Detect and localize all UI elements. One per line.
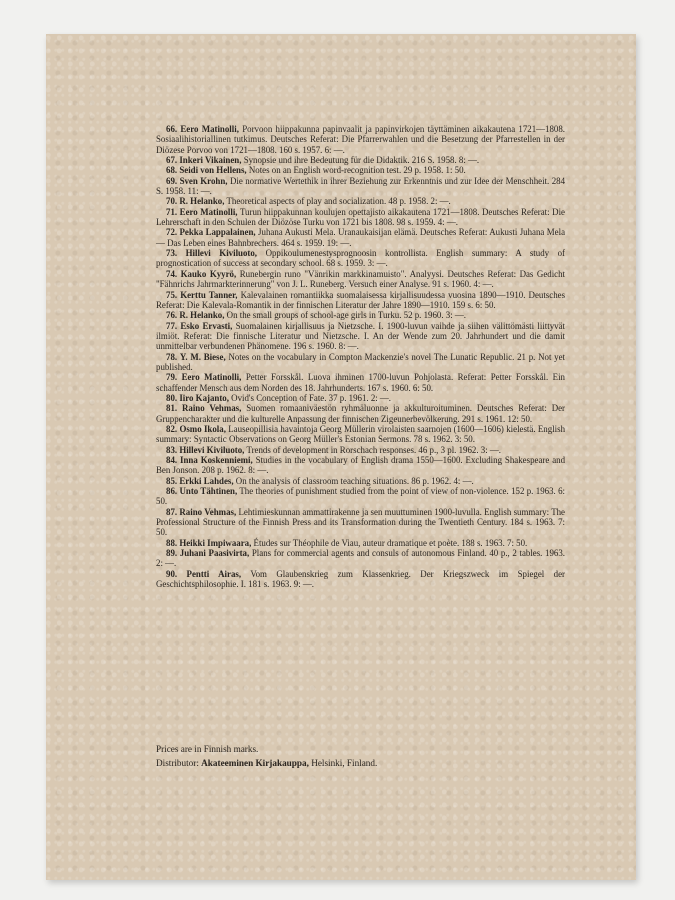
list-item — [156, 393, 565, 403]
list-item — [156, 176, 565, 197]
entry-text: Plans for commercial agents and consuls of autonomous Finland. 40 p., 2 tables. 1963. 2: —. — [156, 548, 566, 569]
list-item — [156, 124, 565, 155]
list-item — [156, 155, 565, 165]
distributor-label: Distributor: — [156, 758, 199, 768]
entry-text: Studies in the vocabulary of English drama 1550—1600. Excluding Shakespeare and Ben Jonson. 208 p. 1962. 8: —. — [156, 455, 566, 476]
entry-number: 88. — [166, 537, 178, 548]
entry-text: Petter Forsskål. Luova ihminen 1700-luvun Pohjolasta. Referat: Petter Forsskål. Ein schaffender Mensch aus dem Norden des 18. Jahrhunderts. 167 s. 1960. 6: 50. — [156, 372, 565, 393]
entry-text: Lehtimieskunnan ammattirakenne ja sen muuttuminen 1900-luvulla. English summary: The Professional Structure of the Finnish Press and its Transformation during the Twentieth Century. 184 s. 1963. 7: 50. — [156, 506, 566, 538]
entry-text: Suomen romaaniväestön ryhmäluonne ja akkulturoituminen. Deutsches Referat: Der Gruppencharakter und die kulturelle Anpassung der finnischen Zigeunerbevölkerung. 291 s. 1961. 12: 50. — [156, 403, 565, 424]
list-item — [156, 486, 565, 507]
list-item — [156, 165, 565, 175]
list-item — [156, 352, 565, 373]
list-item — [156, 196, 565, 206]
entry-author: R. Helanko, — [179, 196, 225, 207]
entry-author: Eero Matinolli, — [179, 206, 238, 217]
entry-author: R. Helanko, — [179, 310, 225, 321]
entry-text: Lauseopillisia havaintoja Georg Müllerin virolaisten saarnojen (1600—1606) kielestä. English summary: Syntactic Observations on Georg Müller's Estonian Sermons. 78 s. 1962. 3: 50. — [156, 423, 566, 445]
list-item — [156, 372, 565, 393]
entry-number: 90. — [166, 568, 178, 579]
entry-text: Notes on an English word-recognition test. 29 p. 1958. 1: 50. — [248, 165, 466, 176]
list-item — [156, 538, 565, 548]
entry-text: Juhana Aukusti Mela. Uranaukaisijan elämä. Deutsches Referat: Aukusti Juhana Mela — Das Leben eines Bahnbrechers. 464 s. 1959. 19: —. — [156, 227, 566, 248]
entry-number: 70. — [166, 196, 178, 207]
list-item — [156, 321, 565, 352]
entry-author: Pekka Lappalainen, — [179, 227, 256, 238]
list-item — [156, 269, 565, 290]
entry-text: Études sur Théophile de Viau, auteur dramatique et poète. 188 s. 1963. 7: 50. — [253, 537, 528, 548]
list-item — [156, 310, 565, 320]
entry-text: Theoretical aspects of play and socialization. 48 p. 1958. 2: —. — [226, 196, 451, 207]
entry-number: 81. — [166, 403, 178, 414]
list-item — [156, 248, 565, 269]
entry-number: 79. — [166, 372, 178, 383]
entry-author: Hillevi Kiviluoto, — [185, 248, 258, 259]
entry-text: Ovid's Conception of Fate. 37 p. 1961. 2: —. — [231, 392, 392, 403]
entry-number: 85. — [166, 475, 178, 486]
entry-author: Inna Koskenniemi, — [180, 455, 253, 465]
entry-author: Erkki Lahdes, — [179, 475, 234, 486]
list-item — [156, 476, 565, 486]
entry-author: Juhani Paasivirta, — [179, 548, 250, 559]
entry-text: On the analysis of classroom teaching situations. 86 p. 1962. 4: —. — [235, 475, 474, 486]
entry-author: Kauko Kyyrö, — [180, 268, 237, 279]
entry-author: Raino Vehmas, — [181, 403, 242, 414]
list-item — [156, 403, 565, 424]
entry-text: Trends of development in Rorschach responses. 46 p., 3 pl. 1962. 3: —. — [246, 444, 502, 455]
entry-text: Oppikoulumenestysprognoosin kontrollista. English summary: A study of prognostication of success at secondary school. 68 s. 1959. 3: —. — [156, 248, 565, 269]
entry-text: Turun hiippakunnan koulujen opettajisto aikakautena 1721—1808. Deutsches Referat: Die Lehrerschaft in den Schulen der Diözöse Turku von 1721 bis 1808. 98 s. 1959. 4: —. — [156, 206, 565, 228]
entry-author: Eero Matinolli, — [180, 124, 239, 134]
entry-number: 73. — [166, 248, 178, 259]
entry-text: Notes on the vocabulary in Compton Mackenzie's novel The Lunatic Republic. 21 p. Not yet published. — [156, 351, 566, 372]
entry-author: Pentti Airas, — [186, 568, 242, 579]
entry-number: 72. — [166, 227, 178, 238]
entry-author: Inkeri Vikainen, — [179, 155, 242, 166]
list-item — [156, 445, 565, 455]
entry-number: 66. — [166, 124, 178, 134]
entry-text: On the small groups of school-age girls in Turku. 52 p. 1960. 3: —. — [226, 310, 467, 321]
entry-number: 89. — [166, 548, 178, 559]
cover-footer — [156, 742, 565, 770]
entry-text: Vom Glaubenskrieg zum Klassenkrieg. Der Kriegszweck im Spiegel der Geschichtsphilosophie. I. 181 s. 1963. 9: —. — [156, 568, 565, 590]
entry-number: 82. — [166, 423, 178, 434]
entry-author: Osmo Ikola, — [179, 423, 226, 434]
entry-author: Kerttu Tanner, — [180, 289, 238, 300]
entry-text: Kalevalainen romantiikka suomalaisessa kirjallisuudessa vuosina 1890—1910. Deutsches Referat: Die Kalevala-Romantik in der finnischen Literatur der Jahre 1890—1910. 159 s. 6: 50. — [156, 289, 566, 310]
entry-number: 78. — [166, 351, 178, 362]
publication-list — [156, 124, 565, 589]
entry-number: 76. — [166, 310, 178, 321]
entry-author: Hillevi Kiviluoto, — [179, 444, 245, 455]
entry-number: 74. — [166, 268, 178, 279]
entry-number: 80. — [166, 392, 178, 403]
entry-number: 67. — [166, 155, 178, 166]
entry-author: Esko Ervasti, — [180, 320, 233, 331]
list-item — [156, 424, 565, 445]
publisher-name: Akateeminen Kirjakauppa, — [201, 758, 309, 768]
distributor-line — [156, 756, 565, 770]
entry-author: Y. M. Biese, — [179, 351, 226, 362]
entry-author: Raino Vehmas, — [179, 506, 237, 517]
entry-number: 87. — [166, 506, 178, 517]
list-item — [156, 548, 565, 569]
list-item — [156, 569, 565, 590]
entry-text: The theories of punishment studied from the point of view of non-violence. 152 p. 1963. 6: 50. — [156, 486, 566, 507]
list-item — [156, 227, 565, 248]
entry-text: Synopsie und ihre Bedeutung für die Didaktik. 216 S. 1958. 8: —. — [243, 155, 480, 166]
entry-number: 77. — [166, 320, 178, 331]
list-item — [156, 455, 565, 476]
entry-number: 84. — [166, 455, 178, 465]
entry-number: 69. — [166, 175, 178, 186]
entry-author: Sven Krohn, — [179, 175, 228, 186]
entry-number: 75. — [166, 289, 178, 300]
entry-text: Runebergin runo "Vänrikin markkinamuisto". Analyysi. Deutsches Referat: Das Gedicht "Fähnrichs Jahrmarkterinnerung" von J. L. Runeberg. Versuch einer Analyse. 91 s. 1960. 4: —. — [156, 268, 566, 290]
entry-author: Unto Tähtinen, — [179, 486, 238, 497]
list-item — [156, 507, 565, 538]
entry-author: Iiro Kajanto, — [179, 392, 229, 403]
entry-author: Heikki Impiwaara, — [179, 537, 252, 548]
list-item — [156, 290, 565, 311]
entry-text: Suomalainen kirjallisuus ja Nietzsche. I. 1900-luvun vaihde ja siihen välittömästi liittyvät ilmiöt. Referat: Die finnische Literatur und Nietzsche. I. An der Wende zum 20. Jahrhundert und die damit unmittelbar verbundenen Phänomene. 196 s. 1960. 8: —. — [156, 320, 565, 352]
entry-text: Die normative Wertethik in ihrer Beziehung zur Erkenntnis und zur Idee der Menschheit. 284 S. 1958. 11: —. — [156, 175, 566, 197]
entry-number: 68. — [166, 165, 178, 176]
prices-note: Prices are in Finnish marks. — [156, 744, 259, 754]
entry-number: 71. — [166, 206, 178, 217]
entry-number: 86. — [166, 486, 178, 497]
entry-author: Eero Matinolli, — [181, 372, 242, 383]
entry-author: Seidi von Hellens, — [179, 165, 247, 176]
list-item — [156, 207, 565, 228]
entry-number: 83. — [166, 444, 178, 455]
publisher-location: Helsinki, Finland. — [311, 758, 378, 768]
entry-text: Porvoon hiippakunna papinvaalit ja papinvirkojen täyttäminen aikakautena 1721—1808. Sosiaalihistoriallinen tutkimus. Deutsches Referat: Die Pfarrerwahlen und die Besetzung der Pfarrestellen in der Diözese Porvoo von 1721—1808. 160 s. 1957. 6: —. — [156, 124, 565, 155]
